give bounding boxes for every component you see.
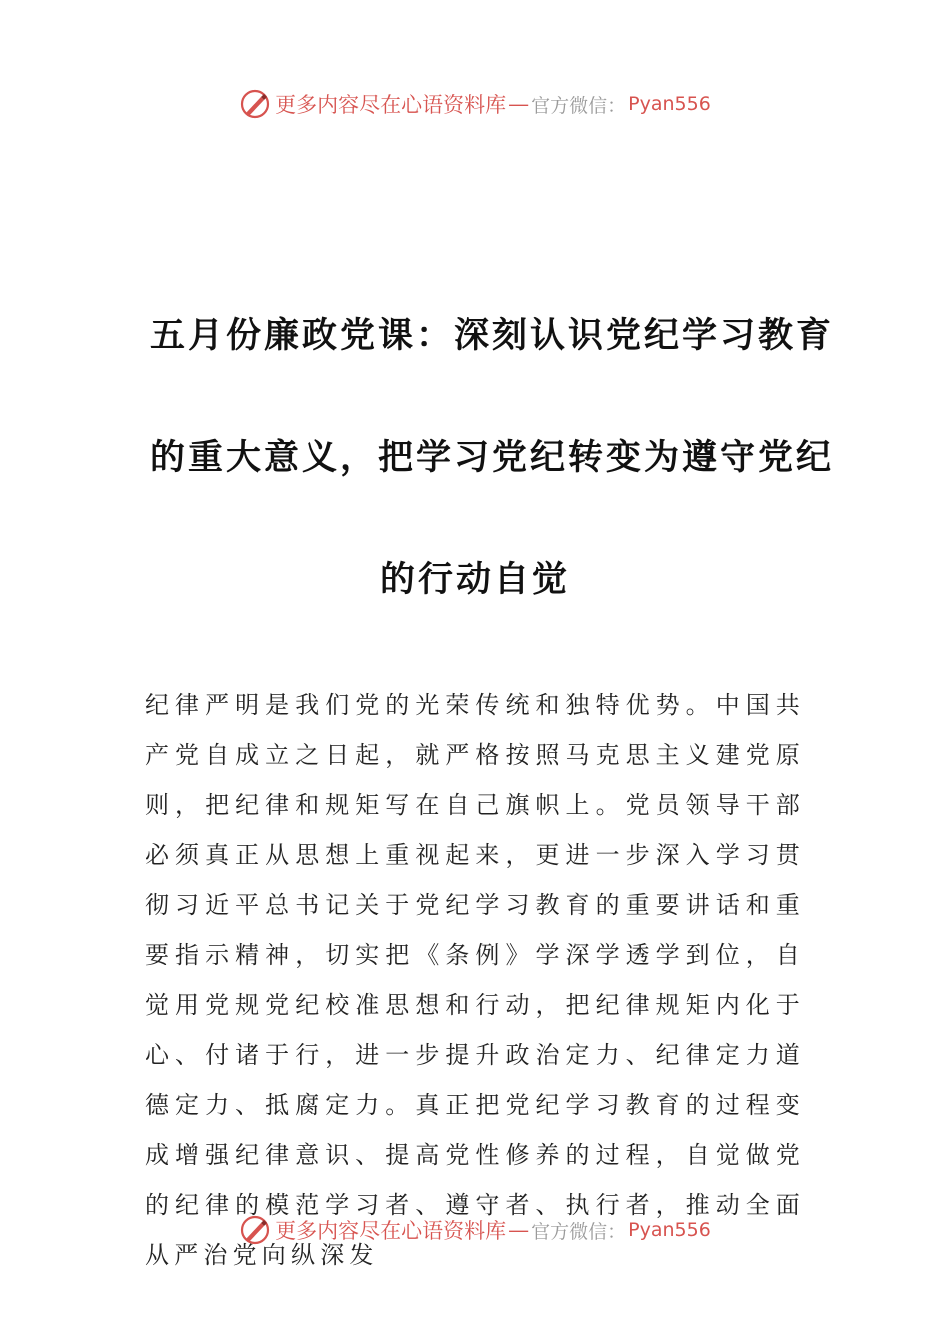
footer-dash: — bbox=[508, 1218, 530, 1242]
header-brand: 更多内容尽在心语资料库 bbox=[275, 93, 507, 117]
footer-wechat-handle: Pyan556 bbox=[628, 1219, 711, 1241]
pen-logo-icon bbox=[239, 1214, 271, 1246]
footer-official-label: 官方微信： bbox=[531, 1220, 627, 1243]
title-line-1: 五月份廉政党课：深刻认识党纪学习教育 bbox=[150, 316, 835, 356]
header-watermark bbox=[0, 84, 950, 124]
footer-watermark bbox=[0, 1210, 950, 1250]
title-line-3: 的行动自觉 bbox=[379, 560, 570, 600]
header-dash: — bbox=[508, 92, 530, 116]
header-wechat-handle: Pyan556 bbox=[628, 93, 711, 115]
pen-logo-icon bbox=[239, 88, 271, 120]
footer-brand: 更多内容尽在心语资料库 bbox=[275, 1219, 507, 1243]
title-line-2: 的重大意义，把学习党纪转变为遵守党纪 bbox=[150, 438, 835, 478]
body-paragraph: 纪律严明是我们党的光荣传统和独特优势。中国共产党自成立之日起，就严格按照马克思主义建党原则，把纪律和规矩写在自己旗帜上。党员领导干部必须真正从思想上重视起来，更进一步深入学习贯彻习近平总书记关于党纪学习教育的重要讲话和重要指示精神，切实把《条例》学深学透学到位，自觉用党规党纪校准思想和行动，把纪律规矩内化于心、付诸于行，进一步提升政治定力、纪律定力道德定力、抵腐定力。真正把党纪学习教育的过程变成增强纪律意识、提高党性修养的过程，自觉做党的纪律的模范学习者、遵守者、执行者，推动全面从严治党向纵深发 bbox=[145, 691, 805, 1269]
page-title bbox=[150, 306, 835, 672]
header-official-label: 官方微信： bbox=[531, 94, 627, 117]
